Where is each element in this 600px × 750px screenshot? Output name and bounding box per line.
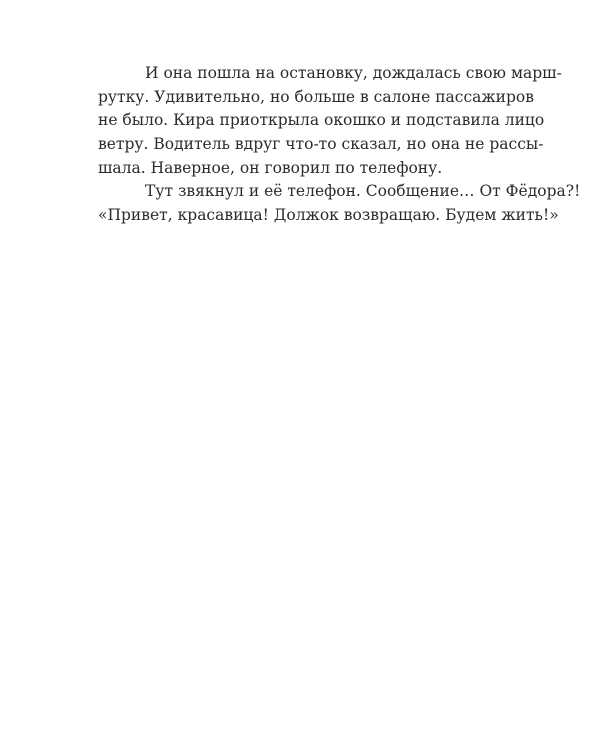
- text-line: «Привет, красавица! Должок возвращаю. Будем жить!»: [98, 206, 559, 225]
- text-line: не было. Кира приоткрыла окошко и подставила лицо: [98, 111, 545, 130]
- page-text: [98, 62, 581, 228]
- text-line: Тут звякнул и её телефон. Сообщение… От Фёдора?!: [145, 182, 581, 201]
- paragraph-2: [98, 180, 581, 227]
- text-line: ветру. Водитель вдруг что-то сказал, но она не рассы-: [98, 135, 544, 154]
- text-line: рутку. Удивительно, но больше в салоне пассажиров: [98, 87, 534, 106]
- paragraph-1: [98, 62, 562, 180]
- text-line: И она пошла на остановку, дождалась свою марш-: [145, 64, 562, 82]
- text-line: шала. Наверное, он говорил по телефону.: [98, 158, 443, 177]
